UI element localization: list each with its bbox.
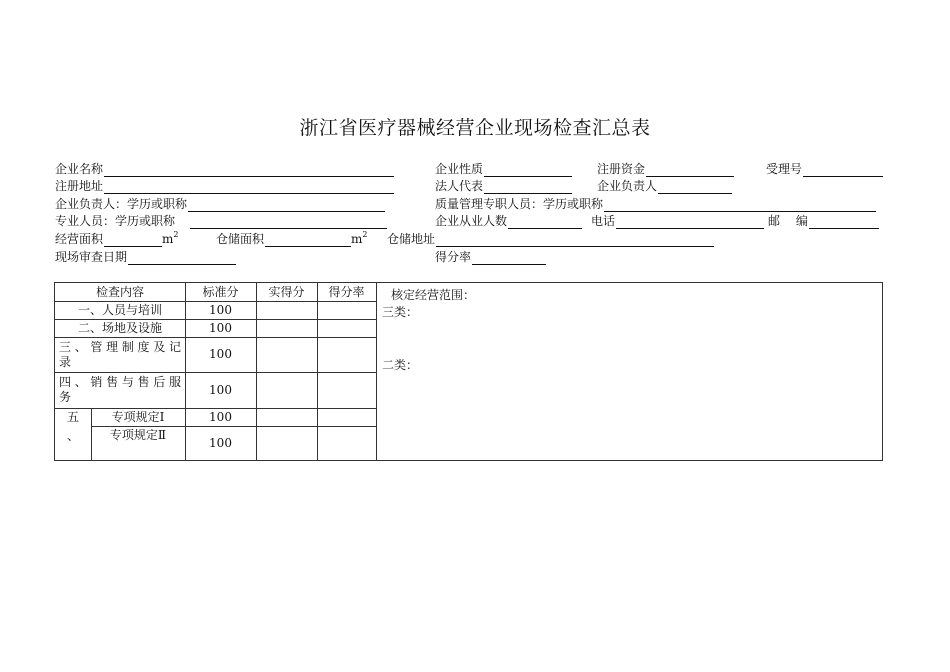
storage-area-line[interactable] (265, 233, 351, 247)
storage-area-unit: m (351, 232, 363, 246)
storage-address-line[interactable] (436, 233, 714, 247)
inspection-date-label: 现场审查日期 (55, 250, 128, 264)
business-scope-panel[interactable] (376, 283, 882, 460)
company-name-field[interactable] (55, 161, 394, 177)
company-name-label: 企业名称 (55, 162, 104, 176)
score-grid (55, 283, 376, 460)
company-name-line[interactable] (104, 163, 394, 177)
class3-label: 三类： (382, 305, 419, 319)
row-score-rate-cell[interactable] (317, 337, 376, 372)
inspection-date-field[interactable] (55, 249, 236, 265)
registered-capital-field[interactable] (597, 161, 734, 177)
business-area-unit: m (162, 232, 174, 246)
qm-staff-label: 质量管理专职人员：学历或职称 (435, 197, 604, 211)
row-std-score: 100 (209, 409, 232, 424)
company-head-line[interactable] (658, 180, 732, 194)
phone-line[interactable] (616, 215, 764, 229)
row-item-label (59, 337, 181, 372)
row-score-rate-cell[interactable] (317, 408, 376, 426)
phone-label: 电话 (591, 214, 616, 228)
registered-address-line[interactable] (104, 180, 394, 194)
inspection-table (54, 282, 883, 461)
company-head-field[interactable] (597, 178, 732, 194)
row-score-rate-cell[interactable] (317, 426, 376, 460)
score-rate-label: 得分率 (435, 250, 472, 264)
professional-line[interactable] (190, 215, 387, 229)
row-std-score: 100 (209, 320, 232, 335)
business-area-label: 经营面积 (55, 232, 104, 246)
legal-rep-line[interactable] (484, 180, 572, 194)
employee-count-label: 企业从业人数 (435, 214, 508, 228)
row-actual-score-cell[interactable] (256, 372, 317, 408)
storage-address-field[interactable] (387, 231, 714, 247)
row-item-label-line1: 四、销售与售后服 (59, 375, 181, 389)
registered-address-field[interactable] (55, 178, 394, 194)
row-item-label-line1: 三、管理制度及记 (59, 339, 181, 354)
row-actual-score-cell[interactable] (256, 337, 317, 372)
row-actual-score-cell[interactable] (256, 319, 317, 337)
row-item-label: 专项规定Ⅰ (111, 409, 165, 424)
row-item-label-line2: 录 (59, 354, 72, 369)
inspection-date-line[interactable] (128, 251, 236, 265)
employee-count-field[interactable] (435, 213, 582, 229)
storage-area-label: 仓储面积 (216, 232, 265, 246)
header-score-rate: 得分率 (328, 284, 365, 299)
storage-address-label: 仓储地址 (387, 232, 436, 246)
registered-address-label: 注册地址 (55, 179, 104, 193)
acceptance-no-label: 受理号 (766, 162, 803, 176)
legal-rep-field[interactable] (435, 178, 572, 194)
class2-label: 二类： (382, 358, 419, 372)
professional-field[interactable] (55, 213, 387, 229)
business-scope-label: 核定经营范围： (391, 288, 476, 302)
row-actual-score-cell[interactable] (256, 301, 317, 319)
row-item-label: 一、人员与培训 (77, 302, 162, 317)
business-area-field[interactable] (55, 231, 179, 247)
row-std-score: 100 (209, 302, 232, 317)
page-title: 浙江省医疗器械经营企业现场检查汇总表 (299, 117, 651, 139)
row-std-score: 100 (209, 435, 232, 450)
storage-area-field[interactable] (216, 231, 368, 247)
storage-area-unit-sup: 2 (362, 230, 368, 239)
header-actual-score: 实得分 (268, 284, 305, 299)
postcode-line[interactable] (809, 215, 879, 229)
company-nature-line[interactable] (484, 163, 572, 177)
row-actual-score-cell[interactable] (256, 426, 317, 460)
business-area-unit-sup: 2 (173, 230, 179, 239)
registered-capital-line[interactable] (646, 163, 734, 177)
row-item-label (59, 372, 181, 408)
company-nature-field[interactable] (435, 161, 572, 177)
row-item-label: 专项规定Ⅱ (109, 428, 167, 442)
postcode-label: 邮 编 (768, 214, 808, 228)
row-std-score: 100 (209, 347, 232, 361)
row-item-label: 二、场地及设施 (77, 320, 162, 335)
postcode-field[interactable] (768, 213, 879, 229)
row-item-label-line2: 务 (59, 390, 72, 404)
group5-label-char: 五 (66, 410, 79, 424)
acceptance-no-field[interactable] (766, 161, 883, 177)
header-std-score: 标准分 (202, 284, 239, 299)
row-score-rate-cell[interactable] (317, 301, 376, 319)
qm-staff-line[interactable] (604, 198, 876, 212)
row-actual-score-cell[interactable] (256, 408, 317, 426)
score-rate-field[interactable] (435, 249, 546, 265)
employee-count-line[interactable] (508, 215, 582, 229)
score-rate-line[interactable] (472, 251, 546, 265)
legal-rep-label: 法人代表 (435, 179, 484, 193)
row-score-rate-cell[interactable] (317, 319, 376, 337)
group5-label-comma: 、 (66, 429, 79, 443)
qm-staff-field[interactable] (435, 196, 876, 212)
head-education-field[interactable] (55, 196, 385, 212)
company-nature-label: 企业性质 (435, 162, 484, 176)
row-std-score: 100 (209, 382, 232, 397)
head-education-label: 企业负责人：学历或职称 (55, 197, 188, 211)
registered-capital-label: 注册资金 (597, 162, 646, 176)
row-score-rate-cell[interactable] (317, 372, 376, 408)
professional-label: 专业人员：学历或职称 (55, 214, 176, 228)
company-head-label: 企业负责人 (597, 179, 658, 193)
acceptance-no-line[interactable] (803, 163, 883, 177)
business-area-line[interactable] (104, 233, 162, 247)
header-content: 检查内容 (95, 284, 144, 299)
head-education-line[interactable] (188, 198, 385, 212)
group5-label (55, 408, 91, 460)
phone-field[interactable] (591, 213, 764, 229)
